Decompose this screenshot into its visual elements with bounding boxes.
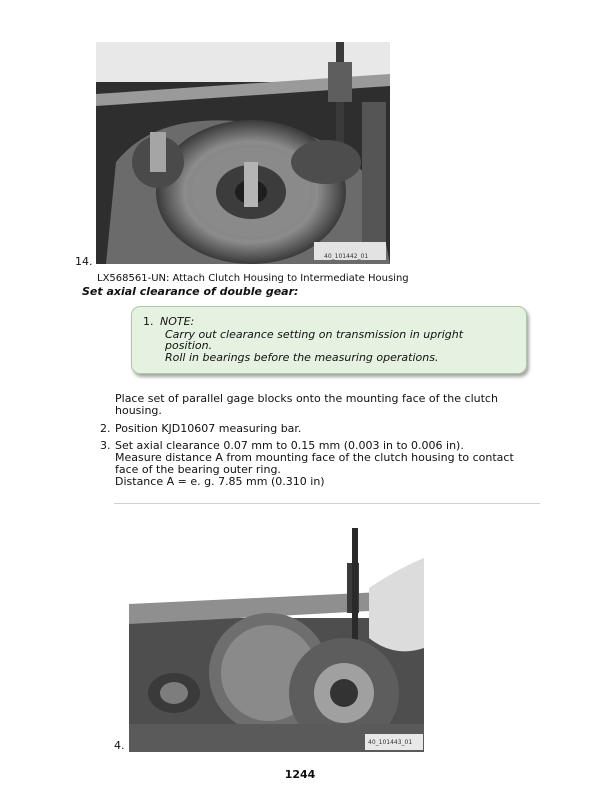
- note-number: 1.: [143, 315, 154, 328]
- note-line-2: position.: [165, 339, 213, 352]
- step3-line-1: Set axial clearance 0.07 mm to 0.15 mm (0.003 in to 0.006 in).: [115, 439, 464, 452]
- intro-line-1: Place set of parallel gage blocks onto the mounting face of the clutch: [115, 392, 498, 405]
- figure1-step-number: 14.: [75, 255, 93, 268]
- figure1-caption: LX568561-UN: Attach Clutch Housing to Intermediate Housing: [97, 273, 409, 284]
- page-number: 1244: [284, 768, 316, 781]
- step3-line-3: face of the bearing outer ring.: [115, 463, 281, 476]
- step2-number: 2.: [100, 422, 111, 435]
- note-box: [131, 306, 527, 374]
- note-line-3: Roll in bearings before the measuring operations.: [165, 351, 439, 364]
- step2-text: Position KJD10607 measuring bar.: [115, 422, 302, 435]
- figure1-photo-clutch-housing: [96, 42, 390, 264]
- figure2-image-id: 40_101443_01: [368, 739, 413, 746]
- note-label: NOTE:: [160, 315, 195, 328]
- figure2-step-number: 4.: [114, 739, 125, 752]
- step3-line-2: Measure distance A from mounting face of the clutch housing to contact: [115, 451, 514, 464]
- section-title: Set axial clearance of double gear:: [82, 285, 299, 298]
- intro-line-2: housing.: [115, 404, 162, 417]
- divider: [114, 503, 540, 504]
- note-line-1: Carry out clearance setting on transmission in upright: [165, 328, 464, 341]
- figure2-photo-gear-measurement: [129, 528, 424, 752]
- step3-line-4: Distance A = e. g. 7.85 mm (0.310 in): [115, 475, 325, 488]
- figure1-image-id: 40_101442_01: [324, 253, 369, 260]
- step3-number: 3.: [100, 439, 111, 452]
